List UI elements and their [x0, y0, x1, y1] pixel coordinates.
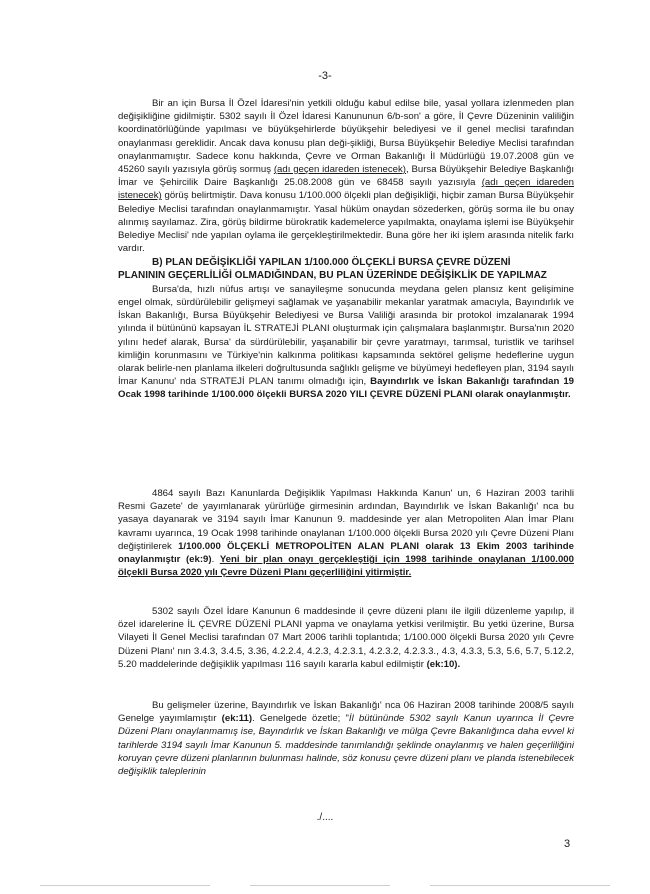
paragraph-1 [118, 97, 574, 255]
text-run: 4864 sayılı Bazı Kanunlarda Değişiklik Yapılması Hakkında Kanun' un, 6 Haziran 2003 tarihli Resmi Gazete' de yayımlanarak yürürlüğe girmesinin ardından, Bayındırlık ve İskan Bakanlığı' nca bu yasaya dayanarak ve 3194 sayılı İmar Kanunun 9. maddesinde yer alan Metropoliten Alan İmar Planı kavramı uyarınca, 19 Ocak 1998 tarihinde onaylanan 1/100.000 ölçekli Bursa 2020 yılı Çevre Düzeni Planı değiştirilerek [118, 488, 574, 552]
paragraph-5 [118, 699, 574, 778]
continuation-mark: ./.... [316, 812, 334, 823]
text-run: . Genelgede özetle; " [252, 713, 349, 725]
bold-statement: 1/100.000 ÖLÇEKLİ METROPOLİTEN ALAN PLANI olarak 13 Ekim 2003 tarihinde onaylanmıştır (ek:9) [118, 540, 574, 566]
section-heading [118, 256, 574, 283]
underlined-note: (adı geçen idareden istenecek) [273, 164, 407, 176]
text-run: Bursa'da, hızlı nüfus artışı ve sanayileşme sonucunda meydana gelen plansız kent gelişimine engel olmak, sürdürülebilir gelişmeyi sağlamak ve yaşanabilir mekanlar yaratmak amacıyla, Bayındırlık ve İskan Bakanlığı, Bursa Büyükşehir Belediyesi ve Bursa Valiliği arasında bir protokol imzalanarak 1994 yılında il bütününü kapsayan İL STRATEJİ PLANI oluşturmak için çalışmalara başlanmıştır. Bursa'nın 2020 yılını hedef alarak, Bursa' da sürdürülebilir, yaşanabilir bir çevre yaratmayı, tarımsal, turistlik ve tarihsel kimliğin korunmasını ve Türkiye'nin kalkınma politikası kapsamında sektörel gelişme hedeflerine uygun olarak belirle-nen planlama ilkeleri doğrultusunda sağlıklı gelişme ve büyümeyi hedefleyen plan, 3194 sayılı İmar Kanunu' nda STRATEJİ PLAN tanımı olmadığı için, [118, 283, 574, 388]
scan-artifact-line [40, 885, 210, 886]
section-b [118, 256, 574, 402]
text-run: , Bursa Büyükşehir Belediye Başkanlığı İmar ve Şehircilik Daire Başkanlığı 25.08.2008 gün ve 68458 sayılı yazısıyla [118, 164, 575, 189]
text-run: görüş belirtmiştir. Dava konusu 1/100.000 ölçekli plan değişikliği, hiçbir zaman Bursa Büyükşehir Belediye Meclisi tarafından onaylanmamıştır. Yasal hüküm onaydan sözederken, görüş sorma ile bu onay alınmış sayılamaz. Zira, görüş bildirme bürokratik kademelerce yapılmakta, onaylama işlemi ise Büyükşehir Belediye Meclisi' nde yapılan oylama ile gerçekleştirilmektedir. Buna göre her iki işlem arasında nitelik farkı vardır. [118, 190, 574, 255]
text-run: . [211, 554, 220, 566]
annex-reference: (ek:10). [426, 658, 461, 670]
heading-line-1: B) PLAN DEĞİŞİKLİĞİ YAPILAN 1/100.000 ÖLÇEKLİ BURSA ÇEVRE DÜZENİ [152, 257, 511, 268]
paragraph-3 [118, 487, 574, 579]
underlined-note: (adı geçen idareden istenecek) [118, 177, 575, 202]
bold-statement: Bayındırlık ve İskan Bakanlığı tarafından 19 Ocak 1998 tarihinde 1/100.000 ölçekli BURSA 2020 YILI ÇEVRE DÜZENİ PLANI olarak onaylanmıştır. [118, 376, 575, 401]
paragraph-4 [118, 605, 574, 671]
text-run: Bir an için Bursa İl Özel İdaresi'nin yetkili olduğu kabul edilse bile, yasal yollara izlenmeden plan değişikliğine gidilmiştir. 5302 sayılı İl Özel İdaresi Kanununun 6/b-son' a göre, İl Çevre Düzeninin valiliğin koordinatörlüğünde yapılması ve büyükşehirlerde büyükşehir belediyesi ve il genel meclisi tarafından onaylanması gereklidir. Ancak dava konusu plan deği-şikliği, Bursa Büyükşehir Belediye Meclisi tarafından onaylanmamıştır. Sadece konu hakkında, Çevre ve Orman Bakanlığı İl Müdürlüğü 19.07.2008 gün ve 45260 sayılı yazısıyla görüş sormuş [118, 98, 574, 176]
text-run: 5302 sayılı Özel İdare Kanunun 6 maddesinde il çevre düzeni planı ile ilgili düzenleme yapılıp, il özel idarelerine İL ÇEVRE DÜZENİ PLANI yapma ve onaylama yetkisi verilmiştir. Bu yetki üzerine, Bursa Vilayeti İl Genel Meclisi tarafından 07 Mart 2006 tarihli toplantıda; 1/100.000 ölçekli Bursa 2020 yılı Çevre Düzeni Planı' nın 3.4.3, 3.4.5, 3.36, 4.2.2.4, 4.2.3, 4.2.3.1, 4.2.3.2, 4.2.3.3., 4.3, 4.3.3, 5.3, 5.6, 5.7, 5.12.2, 5.20 maddelerinde değişiklik yapılması 116 sayılı kararla kabul edilmiştir [118, 606, 574, 670]
bold-underlined-statement: Yeni bir plan onayı gerçekleştiği için 1998 tarihinde onaylanan 1/100.000 ölçekli Bursa 2020 yılı Çevre Düzeni Planı geçerliliğini yitirmiştir. [118, 554, 574, 579]
heading-line-2: PLANININ GEÇERLİLİĞİ OLMADIĞINDAN, BU PLAN ÜZERİNDE DEĞİŞİKLİK DE YAPILMAZ [118, 270, 547, 282]
scan-artifact-line [250, 885, 390, 886]
text-run: Bu gelişmeler üzerine, Bayındırlık ve İskan Bakanlığı' nca 06 Haziran 2008 tarihinde 2008/5 sayılı Genelge yayımlamıştır [118, 700, 574, 725]
annex-reference: (ek:11) [221, 713, 253, 725]
page-label: -3- [318, 70, 332, 82]
page-number: 3 [564, 838, 571, 850]
paragraph-2 [118, 283, 574, 402]
quoted-circular: İl bütününde 5302 sayılı Kanun uyarınca İl Çevre Düzeni Planı onaylanmamış ise, Bayındırlık ve İskan Bakanlığı ve mülga Çevre Bakanlığınca daha evvel ki tarihlerde 3194 sayılı İmar Kanunun 5. maddesinde tanımlandığı şeklinde onaylanmış ve halen geçerliliğini koruyan çevre düzeni planlarının bulunması halinde, söz konusu çevre düzeni planı ve planda istenebilecek değişiklik taleplerinin [118, 713, 574, 778]
scan-artifact-line [430, 885, 610, 886]
